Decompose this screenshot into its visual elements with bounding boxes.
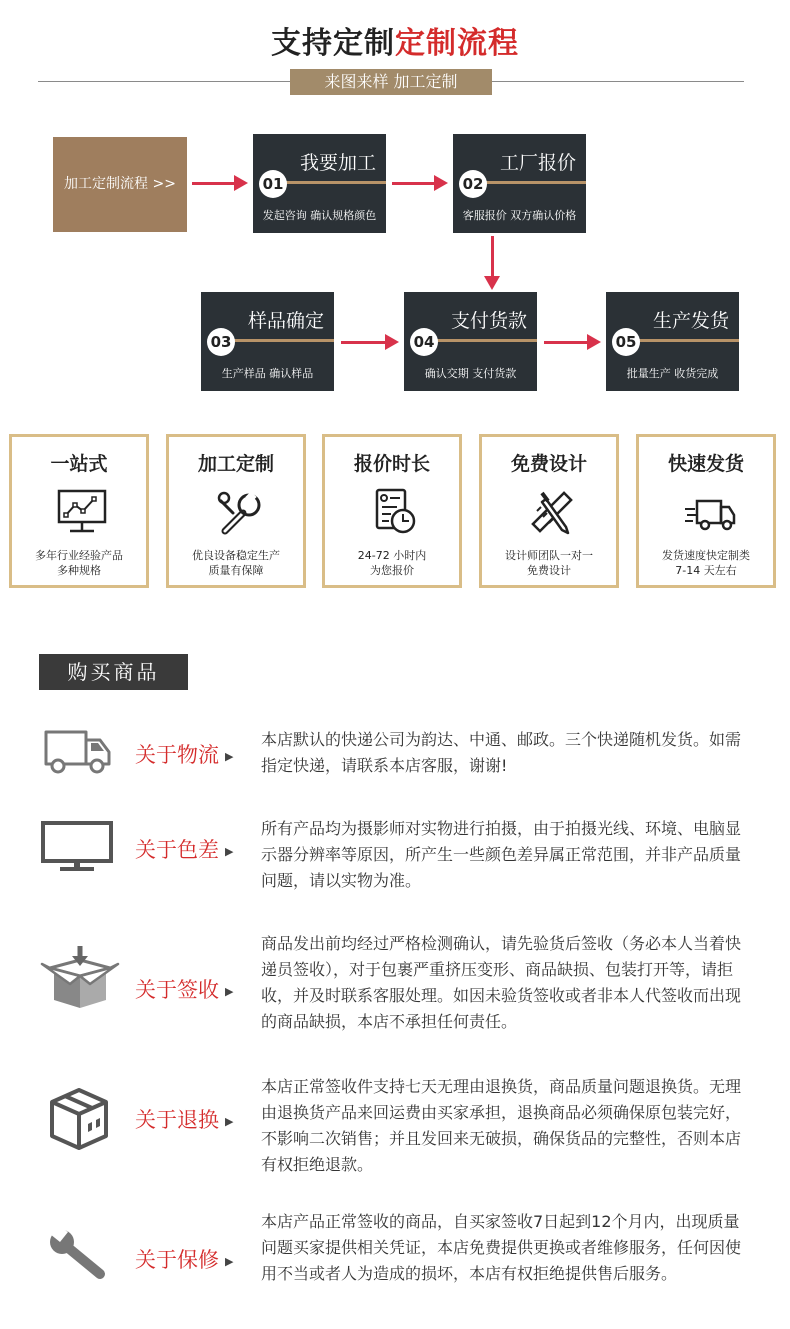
ruler-pencil-icon	[526, 487, 578, 537]
feature-desc-line1: 发货速度快定制类	[662, 549, 750, 562]
step-number: 03	[207, 328, 235, 356]
buy-text-logistics: 本店默认的快递公司为韵达、中通、邮政。三个快递随机发货。如需指定快递，请联系本店客服，谢谢!	[261, 730, 742, 775]
buy-label-color	[135, 834, 233, 864]
box-download-icon	[40, 944, 120, 1010]
feature-desc-line2: 7-14 天左右	[675, 564, 737, 577]
feature-title: 加工定制	[197, 453, 274, 475]
title-red: 定制流程	[395, 26, 519, 61]
flow-arrow	[192, 182, 244, 185]
flow-arrow	[544, 341, 597, 344]
buy-text-signing: 商品发出前均经过严格检测确认，请先验货后签收（务必本人当着快递员签收），对于包裹严重挤压变形、商品缺损、包装打开等，请拒收，并及时联系客服处理。如因未验货签收或者非本人代签收而出现的商品缺损，本店不承担任何责任。	[261, 934, 742, 1031]
step-desc: 客服报价 双方确认价格	[462, 209, 577, 222]
feature-desc	[169, 548, 303, 578]
feature-desc-line1: 多年行业经验产品	[35, 549, 123, 562]
triangle-right-icon: ▶	[225, 749, 234, 763]
label-text: 关于物流	[135, 743, 219, 767]
buy-label-signing	[135, 974, 233, 1004]
step-bar	[481, 181, 586, 184]
triangle-right-icon: ▶	[225, 984, 234, 998]
step-number: 04	[410, 328, 438, 356]
step-number: 05	[612, 328, 640, 356]
feature-desc-line1: 优良设备稳定生产	[192, 549, 280, 562]
feature-desc-line2: 质量有保障	[208, 564, 264, 577]
feature-custom-processing	[166, 434, 306, 588]
feature-title: 报价时长	[353, 453, 430, 475]
buy-text-warranty: 本店产品正常签收的商品，自买家签收7日起到12个月内，出现质量问题买家提供相关凭证，本店免费提供更换或者维修服务，任何因使用不当或者人为造成的损坏，本店有权拒绝提供售后服务。	[261, 1212, 742, 1283]
step-number: 01	[259, 170, 287, 198]
buy-label-logistics	[135, 739, 233, 769]
flow-arrow	[392, 182, 444, 185]
flow-arrow	[341, 341, 395, 344]
monitor-icon	[40, 820, 114, 872]
feature-desc-line2: 免费设计	[527, 564, 571, 577]
feature-free-design	[479, 434, 619, 588]
triangle-right-icon: ▶	[225, 1254, 234, 1268]
flow-step-01	[253, 134, 386, 233]
flow-arrow-down	[491, 236, 494, 286]
feature-desc-line2: 为您报价	[370, 564, 414, 577]
label-text: 关于色差	[135, 838, 219, 862]
label-text: 关于保修	[135, 1248, 219, 1272]
feature-desc-line2: 多种规格	[57, 564, 101, 577]
title-black: 支持定制	[271, 26, 395, 61]
feature-quote-time	[322, 434, 462, 588]
flow-step-02	[453, 134, 586, 233]
feature-fast-shipping	[636, 434, 776, 588]
step-title: 生产发货	[652, 310, 729, 332]
flow-step-05	[606, 292, 739, 391]
feature-desc-line1: 24-72 小时内	[357, 549, 427, 562]
buy-text-returns: 本店正常签收件支持七天无理由退换货，商品质量问题退换货。无理由退换货产品来回运费由买家承担，退换商品必须确保原包装完好，不影响二次销售；并且发回来无破损，确保货品的完整性，否则本店有权拒绝退款。	[261, 1077, 742, 1174]
buy-label-returns	[135, 1104, 233, 1134]
clock-document-icon	[369, 487, 421, 537]
feature-desc	[12, 548, 146, 578]
feature-desc	[325, 548, 459, 578]
step-desc: 批量生产 收货完成	[626, 367, 719, 380]
step-desc: 生产样品 确认样品	[221, 367, 314, 380]
flow-step-04	[404, 292, 537, 391]
label-text: 关于退换	[135, 1108, 219, 1132]
subtitle-badge: 来图来样 加工定制	[290, 69, 492, 95]
wrench-icon	[48, 1226, 110, 1280]
feature-desc-line1: 设计师团队一对一	[505, 549, 593, 562]
feature-desc	[639, 548, 773, 578]
buy-text-color: 所有产品均为摄影师对实物进行拍摄，由于拍摄光线、环境、电脑显示器分辨率等原因，所产生一些颜色差异属正常范围，并非产品质量问题，请以实物为准。	[261, 819, 742, 890]
triangle-right-icon: ▶	[225, 844, 234, 858]
step-bar	[229, 339, 334, 342]
buy-section-heading: 购买商品	[39, 654, 188, 690]
page-title	[0, 18, 790, 62]
triangle-right-icon: ▶	[225, 1114, 234, 1128]
step-bar	[432, 339, 537, 342]
truck-icon	[42, 728, 114, 776]
flow-step-03	[201, 292, 334, 391]
feature-title: 一站式	[50, 453, 108, 475]
step-title: 样品确定	[247, 310, 324, 332]
step-bar	[634, 339, 739, 342]
buy-label-warranty	[135, 1244, 233, 1274]
step-desc: 确认交期 支付货款	[424, 367, 517, 380]
label-text: 关于签收	[135, 978, 219, 1002]
feature-desc	[482, 548, 616, 578]
step-title: 支付货款	[450, 310, 527, 332]
step-desc: 发起咨询 确认规格颜色	[262, 209, 377, 222]
delivery-truck-icon	[677, 487, 741, 537]
monitor-chart-icon	[56, 487, 108, 537]
feature-one-stop	[9, 434, 149, 588]
package-icon	[46, 1086, 112, 1152]
feature-title: 免费设计	[510, 453, 587, 475]
step-bar	[281, 181, 386, 184]
step-title: 工厂报价	[499, 152, 576, 174]
step-number: 02	[459, 170, 487, 198]
feature-title: 快速发货	[667, 453, 744, 475]
step-title: 我要加工	[299, 152, 376, 174]
flow-start-box: 加工定制流程 >>	[53, 137, 187, 232]
wrench-icon	[213, 487, 265, 537]
